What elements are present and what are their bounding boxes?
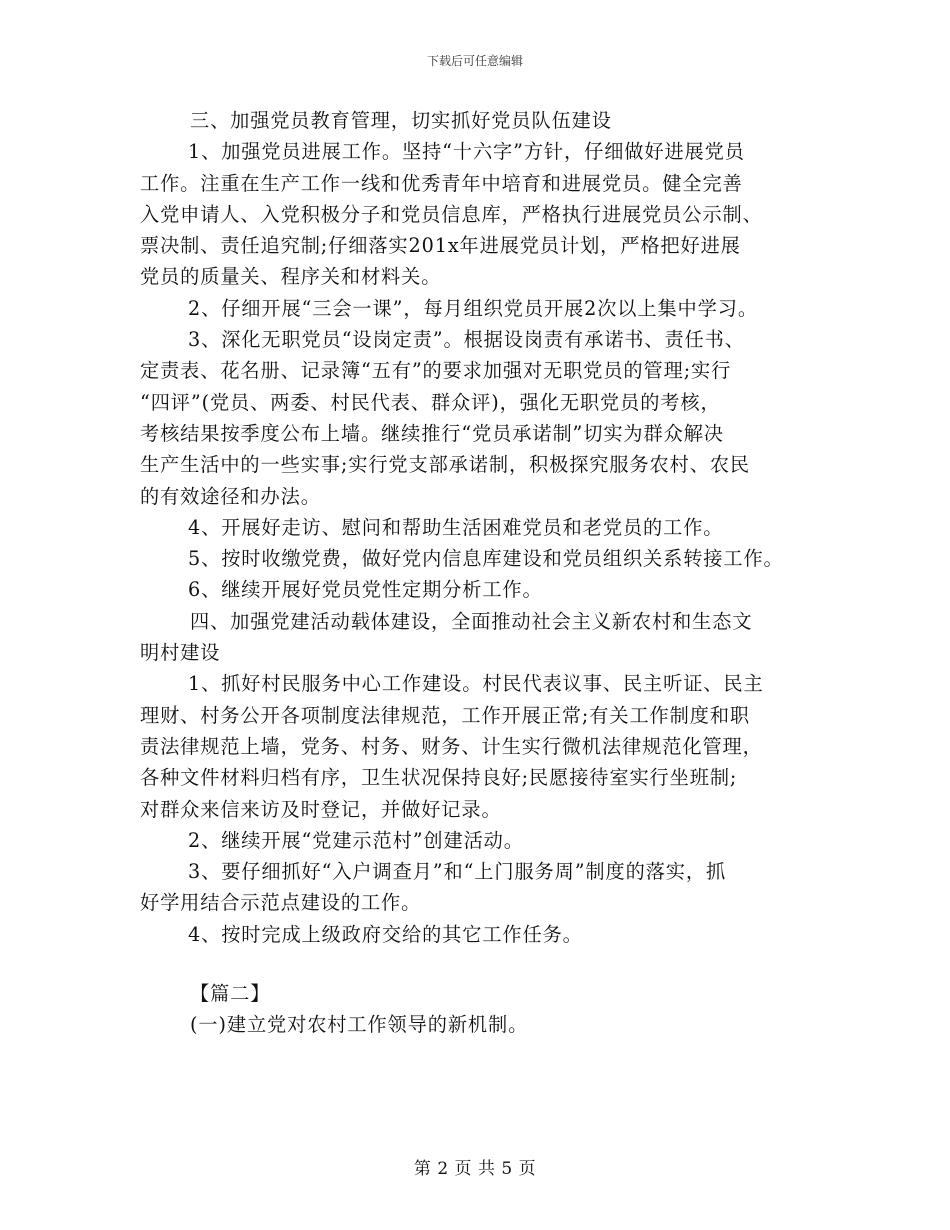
paragraph: 4、按时完成上级政府交给的其它工作任务。 — [188, 922, 583, 946]
paragraph — [140, 324, 830, 512]
heading-line: 明村建设 — [140, 641, 221, 665]
paragraph-line: 党员的质量关、程序关和材料关。 — [140, 265, 442, 289]
paragraph-line: 责法律规范上墙，党务、村务、财务、计生实行微机法律规范化管理， — [140, 734, 763, 758]
part-heading: 【篇二】 — [190, 982, 271, 1006]
paragraph-line: 入党申请人、入党积极分子和党员信息库，严格执行进展党员公示制、 — [140, 202, 763, 226]
paragraph: 2、仔细开展“三会一课”，每月组织党员开展2次以上集中学习。 — [188, 296, 758, 320]
paragraph — [140, 668, 830, 824]
paragraph — [140, 856, 830, 919]
paragraph-line: 3、要仔细抓好“入户调查月”和“上门服务周”制度的落实，抓 — [188, 860, 727, 884]
page-number: 第 2 页 共 5 页 — [413, 1159, 537, 1179]
paragraph-line: 定责表、花名册、记录簿“五有”的要求加强对无职党员的管理;实行 — [140, 359, 732, 383]
paragraph: (一)建立党对农村工作领导的新机制。 — [190, 1013, 529, 1037]
section-heading: 三、加强党员教育管理，切实抓好党员队伍建设 — [190, 109, 612, 132]
paragraph-line: 1、抓好村民服务中心工作建设。村民代表议事、民主听证、民主 — [188, 672, 764, 696]
page-header: 下载后可任意编辑 — [426, 54, 523, 68]
paragraph-line: 的有效途径和办法。 — [140, 484, 321, 508]
paragraph: 5、按时收缴党费，做好党内信息库建设和党员组织关系转接工作。 — [188, 547, 784, 571]
paragraph-line: 好学用结合示范点建设的工作。 — [140, 891, 422, 915]
paragraph-line: “四评”(党员、两委、村民代表、群众评)，强化无职党员的考核， — [140, 390, 721, 414]
paragraph — [140, 136, 830, 292]
paragraph-line: 票决制、责任追究制;仔细落实201x年进展党员计划，严格把好进展 — [140, 234, 741, 258]
heading-line: 四、加强党建活动载体建设，全面推动社会主义新农村和生态文 — [190, 609, 753, 633]
document-body — [140, 105, 830, 1041]
paragraph-line: 3、深化无职党员“设岗定责”。根据设岗责有承诺书、责任书、 — [188, 328, 745, 352]
paragraph-line: 1、加强党员进展工作。坚持“十六字”方针，仔细做好进展党员 — [188, 140, 745, 164]
paragraph: 2、继续开展“党建示范村”创建活动。 — [188, 828, 524, 852]
paragraph-line: 各种文件材料归档有序，卫生状况保持良好;民愿接待室实行坐班制; — [140, 766, 738, 790]
paragraph-line: 考核结果按季度公布上墙。继续推行“党员承诺制”切实为群众解决 — [140, 421, 724, 445]
paragraph-line: 工作。注重在生产工作一线和优秀青年中培育和进展党员。健全完善 — [140, 171, 743, 195]
paragraph: 4、开展好走访、慰问和帮助生活困难党员和老党员的工作。 — [188, 515, 724, 539]
spacer — [140, 950, 830, 978]
paragraph-line: 对群众来信来访及时登记，并做好记录。 — [140, 797, 502, 821]
section-heading — [140, 606, 830, 669]
paragraph-line: 理财、村务公开各项制度法律规范，工作开展正常;有关工作制度和职 — [140, 703, 750, 727]
paragraph-line: 生产生活中的一些实事;实行党支部承诺制，积极探究服务农村、农民 — [140, 453, 750, 477]
paragraph: 6、继续开展好党员党性定期分析工作。 — [188, 578, 543, 602]
